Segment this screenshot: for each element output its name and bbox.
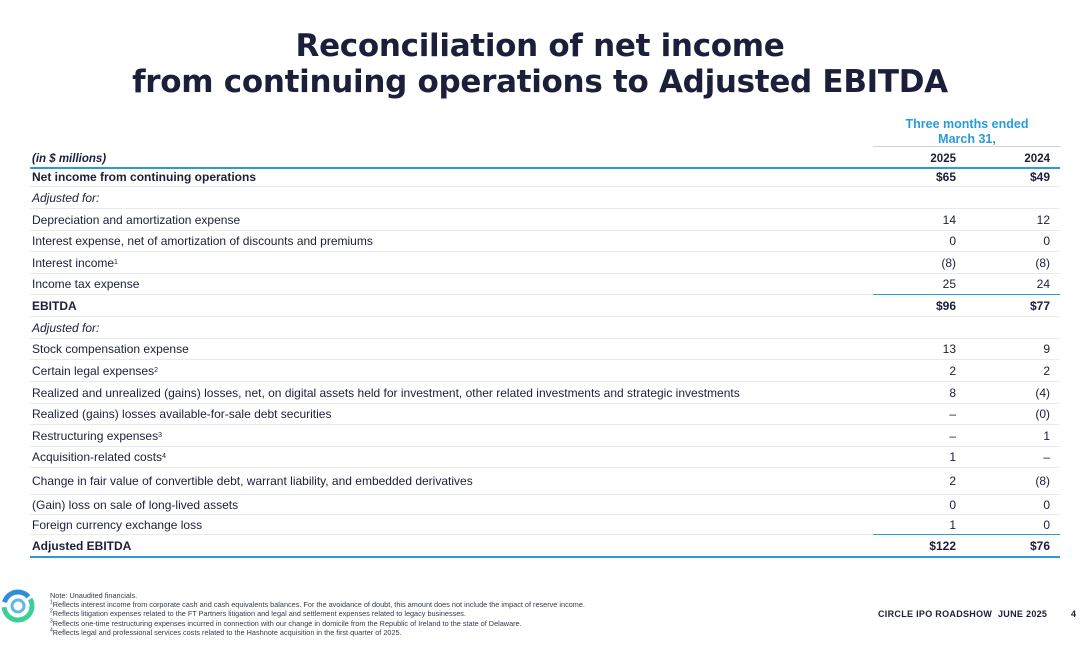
footnote-item bbox=[50, 609, 585, 618]
period-line-1: Three months ended bbox=[905, 117, 1029, 131]
value-2024: $76 bbox=[1029, 538, 1050, 553]
value-2024: $49 bbox=[1029, 169, 1050, 184]
table-row bbox=[30, 167, 1060, 187]
value-2025: 1 bbox=[949, 517, 956, 532]
table-row bbox=[30, 425, 1060, 447]
row-label: Certain legal expenses 2 bbox=[32, 363, 158, 378]
value-2024: – bbox=[1043, 450, 1050, 464]
row-label bbox=[32, 187, 99, 208]
row-label bbox=[32, 167, 256, 186]
row-label: Acquisition-related costs 4 bbox=[32, 450, 166, 464]
table-row bbox=[30, 187, 1060, 209]
value-2024: (0) bbox=[1035, 407, 1050, 421]
row-label-text: Acquisition-related costs bbox=[32, 450, 163, 464]
page-title bbox=[0, 28, 1080, 100]
table-row bbox=[30, 209, 1060, 231]
footnote-number: 2 bbox=[50, 608, 53, 615]
row-label-text: Adjusted EBITDA bbox=[32, 538, 132, 553]
footnote-text: Reflects legal and professional services costs related to the Hashnote acquisition in the first quarter of 2025. bbox=[52, 627, 402, 637]
row-label bbox=[32, 317, 99, 338]
value-2024: 9 bbox=[1043, 342, 1050, 356]
table-row bbox=[30, 360, 1060, 382]
value-2025: $96 bbox=[935, 298, 956, 313]
value-2024: (8) bbox=[1035, 474, 1050, 488]
table-bottom-rule bbox=[30, 556, 1060, 558]
row-label bbox=[32, 339, 189, 359]
column-header-2024: 2024 bbox=[1024, 153, 1050, 165]
footnote-number: 4 bbox=[50, 627, 53, 634]
footnote-text: Reflects one-time restructuring expenses incurred in connection with our change in domicile from the Republic of Ireland to the state of Delaware. bbox=[52, 618, 522, 628]
row-label-text: Interest income bbox=[32, 255, 115, 270]
period-line-2: March 31, bbox=[938, 132, 996, 146]
row-label bbox=[32, 535, 131, 556]
row-label: Interest income 1 bbox=[32, 255, 118, 270]
row-label-text: Net income from continuing operations bbox=[32, 169, 257, 184]
value-2024: 1 bbox=[1043, 428, 1050, 443]
row-label bbox=[32, 231, 373, 251]
row-label-text: Income tax expense bbox=[32, 277, 140, 291]
row-label-text: Depreciation and amortization expense bbox=[32, 212, 241, 227]
value-2024: (4) bbox=[1035, 385, 1050, 400]
table-row bbox=[30, 515, 1060, 535]
table-row bbox=[30, 252, 1060, 274]
subtotal-rule bbox=[873, 534, 1060, 535]
table-row bbox=[30, 382, 1060, 404]
value-2024: 0 bbox=[1043, 517, 1050, 532]
row-label bbox=[32, 404, 331, 424]
value-2024: 0 bbox=[1043, 234, 1050, 248]
period-divider bbox=[873, 146, 1061, 147]
table-row bbox=[30, 274, 1060, 295]
row-label bbox=[32, 495, 238, 514]
footnote-number: 3 bbox=[50, 618, 53, 625]
footnote-text: Reflects interest income from corporate cash and cash equivalents balances. For the avoidance of doubt, this amount does not include the impact of reserve income. bbox=[52, 600, 585, 610]
period-header bbox=[873, 117, 1061, 147]
table-row bbox=[30, 404, 1060, 425]
row-label-text: Realized and unrealized (gains) losses, net, on digital assets held for investment, other related investments and strategic investments bbox=[32, 385, 740, 400]
column-header-2025: 2025 bbox=[930, 153, 956, 165]
footnote-item bbox=[50, 628, 585, 637]
value-2024: 0 bbox=[1043, 497, 1050, 512]
row-label-text: Restructuring expenses bbox=[32, 428, 159, 443]
value-2024: 12 bbox=[1036, 212, 1050, 227]
table-header bbox=[30, 151, 1060, 167]
title-line-2: from continuing operations to Adjusted EBITDA bbox=[132, 64, 948, 100]
value-2025: 25 bbox=[942, 277, 956, 291]
value-2024: (8) bbox=[1035, 255, 1050, 270]
value-2024: $77 bbox=[1029, 298, 1050, 313]
table-row bbox=[30, 295, 1060, 317]
row-label-text: Change in fair value of convertible debt, warrant liability, and embedded derivatives bbox=[32, 474, 473, 488]
row-label bbox=[32, 468, 473, 494]
table-row bbox=[30, 317, 1060, 339]
footer-date: JUNE 2025 bbox=[998, 609, 1048, 619]
row-label: Restructuring expenses 3 bbox=[32, 428, 162, 443]
value-2025: 2 bbox=[949, 363, 956, 378]
row-label bbox=[32, 515, 202, 534]
table-row bbox=[30, 339, 1060, 360]
row-label-text: (Gain) loss on sale of long-lived assets bbox=[32, 497, 239, 512]
row-label bbox=[32, 274, 139, 294]
footnote-header: Note: Unaudited financials. bbox=[50, 591, 138, 600]
row-label-text: Realized (gains) losses available-for-sale debt securities bbox=[32, 407, 332, 421]
value-2025: (8) bbox=[941, 255, 956, 270]
footer-brand: CIRCLE IPO ROADSHOW bbox=[878, 609, 993, 619]
footnote-text: Reflects litigation expenses related to the FT Partners litigation and legal and settlement expenses related to legacy businesses. bbox=[52, 609, 466, 619]
row-label bbox=[32, 382, 740, 403]
table-row bbox=[30, 468, 1060, 495]
subtotal-rule bbox=[873, 294, 1060, 295]
circle-logo-icon bbox=[0, 585, 40, 627]
value-2025: – bbox=[949, 407, 956, 421]
page-number: 4 bbox=[1071, 609, 1077, 619]
row-label-text: Interest expense, net of amortization of discounts and premiums bbox=[32, 234, 373, 248]
table-row bbox=[30, 535, 1060, 557]
value-2025: 13 bbox=[942, 342, 956, 356]
row-label-text: Certain legal expenses bbox=[32, 363, 155, 378]
footnote-item bbox=[50, 619, 585, 628]
value-2024: 24 bbox=[1036, 277, 1050, 291]
table-row bbox=[30, 447, 1060, 468]
value-2025: 8 bbox=[949, 385, 956, 400]
row-label bbox=[32, 295, 77, 316]
footnote-number: 1 bbox=[50, 599, 53, 606]
value-2025: 2 bbox=[949, 474, 956, 488]
value-2025: $65 bbox=[935, 169, 956, 184]
row-label bbox=[32, 209, 240, 230]
footnotes bbox=[50, 591, 585, 637]
row-label-text: EBITDA bbox=[32, 298, 77, 313]
row-label-text: Foreign currency exchange loss bbox=[32, 517, 203, 532]
title-line-1: Reconciliation of net income bbox=[295, 28, 785, 64]
value-2025: $122 bbox=[929, 538, 956, 553]
table-row bbox=[30, 231, 1060, 252]
value-2025: – bbox=[949, 428, 956, 443]
value-2025: 1 bbox=[949, 450, 956, 464]
value-2024: 2 bbox=[1043, 363, 1050, 378]
row-label-text: Adjusted for: bbox=[32, 320, 100, 335]
row-label-text: Adjusted for: bbox=[32, 190, 100, 205]
unit-label: (in $ millions) bbox=[32, 153, 107, 165]
value-2025: 0 bbox=[949, 497, 956, 512]
table-row bbox=[30, 495, 1060, 515]
value-2025: 14 bbox=[942, 212, 956, 227]
value-2025: 0 bbox=[949, 234, 956, 248]
row-label-text: Stock compensation expense bbox=[32, 342, 189, 356]
